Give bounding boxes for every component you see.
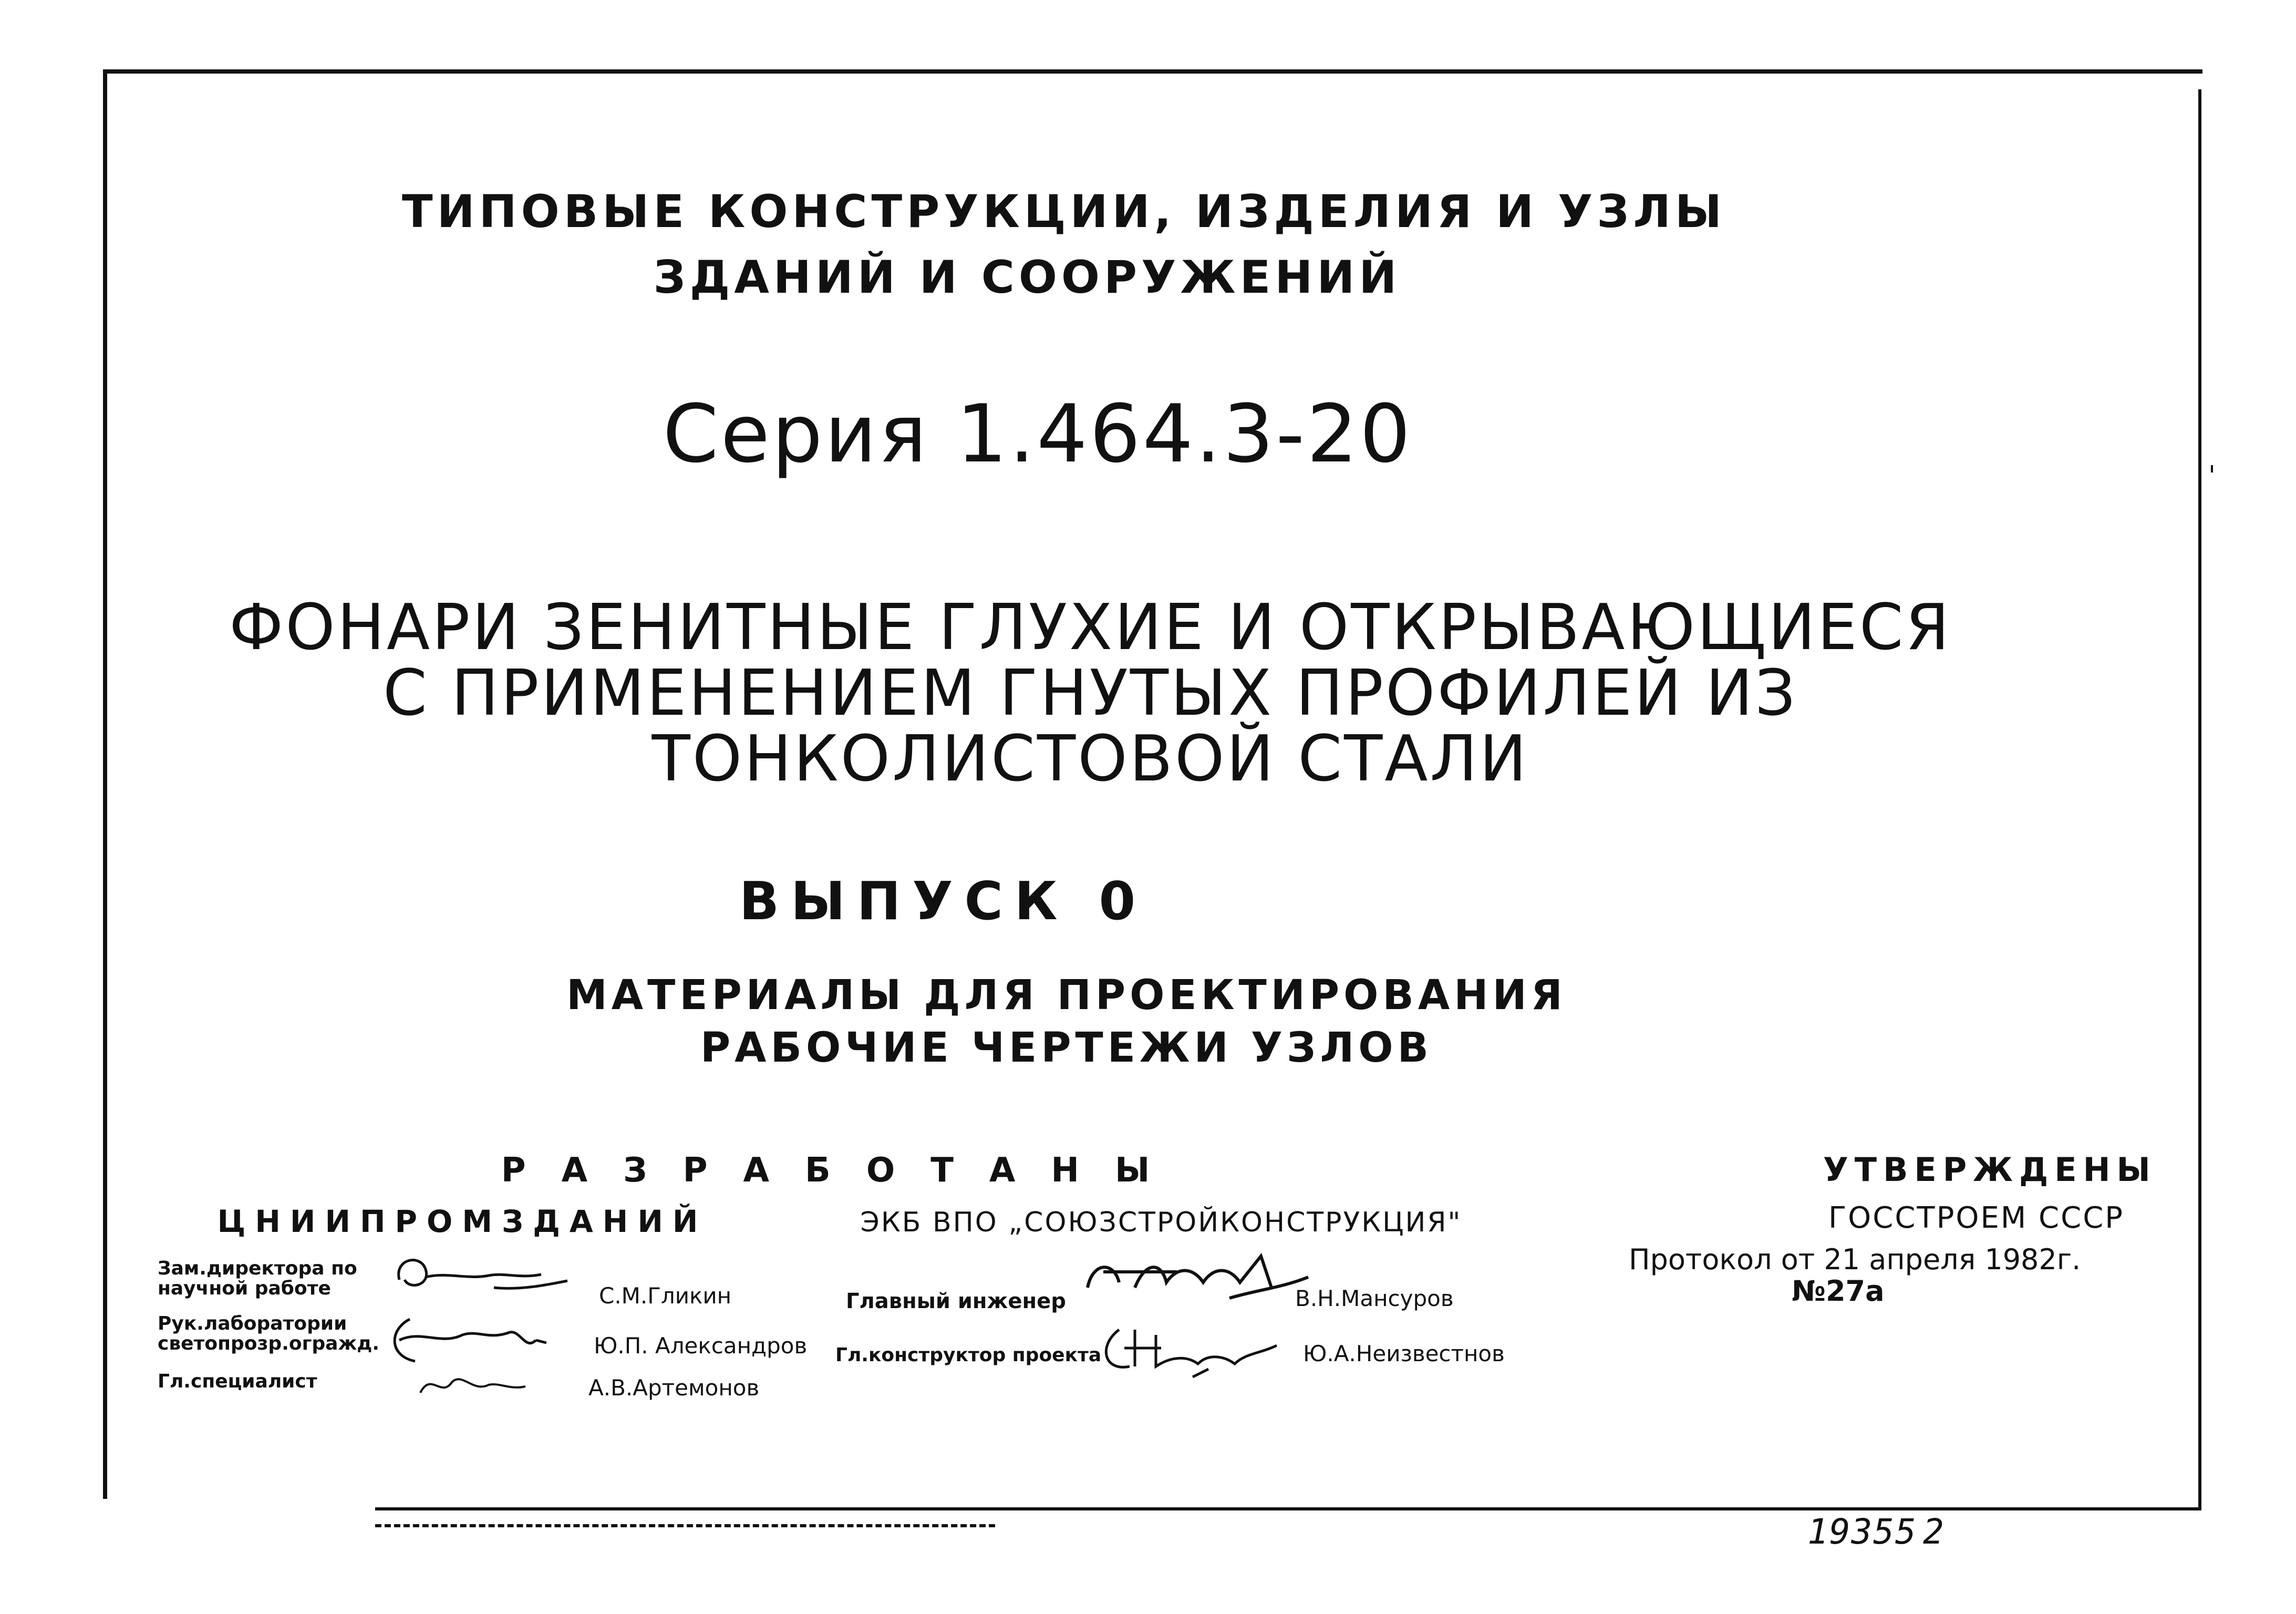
person-name: С.М.Гликин	[599, 1283, 732, 1309]
signature-image	[410, 1361, 536, 1409]
person-role: Зам.директора по научной работе	[158, 1258, 357, 1299]
developed-heading: РАЗРАБОТАНЫ	[501, 1151, 1186, 1190]
person-role: Рук.лаборатории светопрозр.огражд.	[158, 1313, 380, 1354]
series-number: Серия 1.464.3-20	[663, 387, 1413, 480]
title-line-2: С ПРИМЕНЕНИЕМ ГНУТЫХ ПРОФИЛЕЙ ИЗ	[382, 657, 1798, 730]
person-role: Гл.конструктор проекта	[835, 1344, 1102, 1366]
signature-image	[389, 1248, 578, 1306]
approved-heading: УТВЕРЖДЕНЫ	[1823, 1150, 2157, 1189]
frame-border-left	[103, 69, 107, 1499]
frame-border-bottom	[375, 1507, 2201, 1510]
frame-border-right	[2198, 89, 2201, 1508]
approved-by: ГОССТРОЕМ СССР	[1828, 1201, 2125, 1235]
person-name: Ю.А.Неизвестнов	[1303, 1341, 1505, 1366]
title-line-1: ФОНАРИ ЗЕНИТНЫЕ ГЛУХИЕ И ОТКРЫВАЮЩИЕСЯ	[229, 591, 1952, 664]
developer-org-1: ЦНИИПРОМЗДАНИЙ	[217, 1204, 708, 1239]
person-name: А.В.Артемонов	[588, 1375, 760, 1401]
frame-bottom-dashed-line	[375, 1524, 995, 1527]
issue-label: ВЫПУСК 0	[739, 870, 1147, 932]
approval-protocol: Протокол от 21 апреля 1982г.	[1629, 1243, 2081, 1276]
person-role: Главный инженер	[846, 1289, 1066, 1313]
subtitle-line-2: РАБОЧИЕ ЧЕРТЕЖИ УЗЛОВ	[700, 1024, 1433, 1072]
category-line-2: ЗДАНИЙ И СООРУЖЕНИЙ	[653, 251, 1401, 304]
category-line-1: ТИПОВЫЕ КОНСТРУКЦИИ, ИЗДЕЛИЯ И УЗЛЫ	[401, 186, 1726, 238]
person-name: В.Н.Мансуров	[1295, 1286, 1454, 1311]
subtitle-line-1: МАТЕРИАЛЫ ДЛЯ ПРОЕКТИРОВАНИЯ	[566, 972, 1567, 1019]
developer-org-2: ЭКБ ВПО „СОЮЗСТРОЙКОНСТРУКЦИЯ"	[860, 1207, 1462, 1238]
person-role: Гл.специалист	[158, 1371, 317, 1392]
title-line-3: ТОНКОЛИСТОВОЙ СТАЛИ	[651, 723, 1529, 796]
signature-image	[1088, 1314, 1298, 1382]
signature-image	[1072, 1240, 1314, 1309]
page-number: 2	[1923, 1512, 1944, 1552]
document-number: 19355	[1807, 1512, 1917, 1552]
protocol-number: №27а	[1792, 1274, 1885, 1308]
margin-tick	[2211, 465, 2213, 472]
frame-border-top	[103, 69, 2202, 74]
person-name: Ю.П. Александров	[594, 1333, 808, 1359]
